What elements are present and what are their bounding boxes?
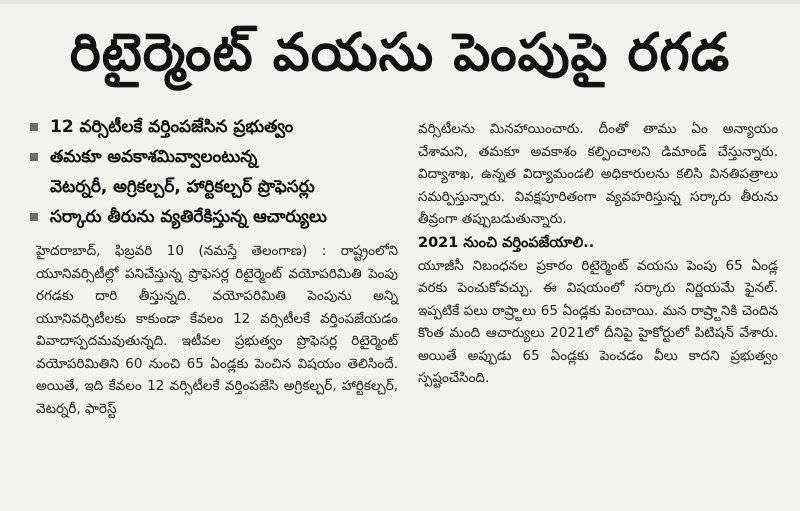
headline: రిటైర్మెంట్ వయసు పెంపుపై రగడ [69, 23, 731, 83]
bullet-item [30, 202, 398, 232]
square-bullet-icon [30, 153, 38, 161]
top-edge [0, 0, 800, 4]
bullet-text: తమకూ అవకాశమివ్వాలంటున్న వెటర్నరీ, అగ్రికల్చర్, హార్టికల్చర్ ప్రొఫెసర్లు [50, 147, 315, 197]
right-body-paragraph-2: యూజీసీ నిబంధనల ప్రకారం రిటైర్మెంట్ వయసు పెంపు 65 ఏండ్ల వరకు పెంచుకోవచ్చు. ఈ విషయంలో సర్కారు నిర్ణయమే ఫైనల్. ఇప్పటికే పలు రాష్ర్టాలు 65 ఏండ్లకు పెంచాయి. మన రాష్ర్టానికి చెందిన కొంత మంది ఆచార్యులు 2021లో దీనిపై హైకోర్టులో పిటిషన్ వేశారు. అయితే అప్పుడు 65 ఏండ్లకు పెంచడం వీలు కాదని ప్రభుత్వం స్పష్టంచేసింది. [418, 257, 778, 386]
right-body-paragraph-1: వర్సిటీలను మినహాయించారు. దీంతో తాము ఏం అన్యాయం చేశామని, తమకూ అవకాశం కల్పించాలని డిమాండ్ చేస్తున్నారు. విద్యాశాఖ, ఉన్నత విద్యామండలి అధికారులను కలిసి వినతిపత్రాలు సమర్పిస్తున్నారు. వివక్షపూరితంగా వ్యవహరిస్తున్న సర్కారు తీరును తీవ్రంగా తప్పుబడుతున్నారు. [418, 121, 778, 227]
right-column [418, 118, 778, 390]
bullet-item [30, 112, 398, 142]
bullet-item [30, 142, 398, 202]
bullet-text: సర్కారు తీరును వ్యతిరేకిస్తున్న ఆచార్యులు [50, 207, 327, 227]
subheading: 2021 నుంచి వర్తింపజేయాలి.. [418, 234, 595, 251]
bullet-list [30, 112, 398, 232]
bullet-text: 12 వర్సిటీలకే వర్తింపజేసిన ప్రభుత్వం [50, 117, 294, 137]
left-body-paragraph: హైదరాబాద్, ఫిబ్రవరి 10 (నమస్తే తెలంగాణ) : రాష్ట్రంలోని యూనివర్సిటీల్లో పనిచేస్తున్న ప్రొఫెసర్ల రిటైర్మెంట్ వయోపరిమితి పెంపు రగడకు దారి తీస్తున్నది. వయోపరిమితి పెంపును అన్ని యూనివర్సిటీలకు కాకుండా కేవలం 12 వర్సిటీలకే వర్తింపజేయడం వివాదాస్పదమవుతున్నది. ఇటీవల ప్రభుత్వం ప్రొఫెసర్ల రిటైర్మెంట్ వయోపరిమితిని 60 నుంచి 65 ఏండ్లకు పెంచిన విషయం తెలిసిందే. అయితే, ఇది కేవలం 12 వర్సిటీలకే వర్తింపజేసి అగ్రికల్చర్, హార్టికల్చర్, వెటర్నరీ, ఫారెస్ట్ [36, 243, 398, 417]
square-bullet-icon [30, 123, 38, 131]
square-bullet-icon [30, 213, 38, 221]
left-column [36, 112, 398, 420]
